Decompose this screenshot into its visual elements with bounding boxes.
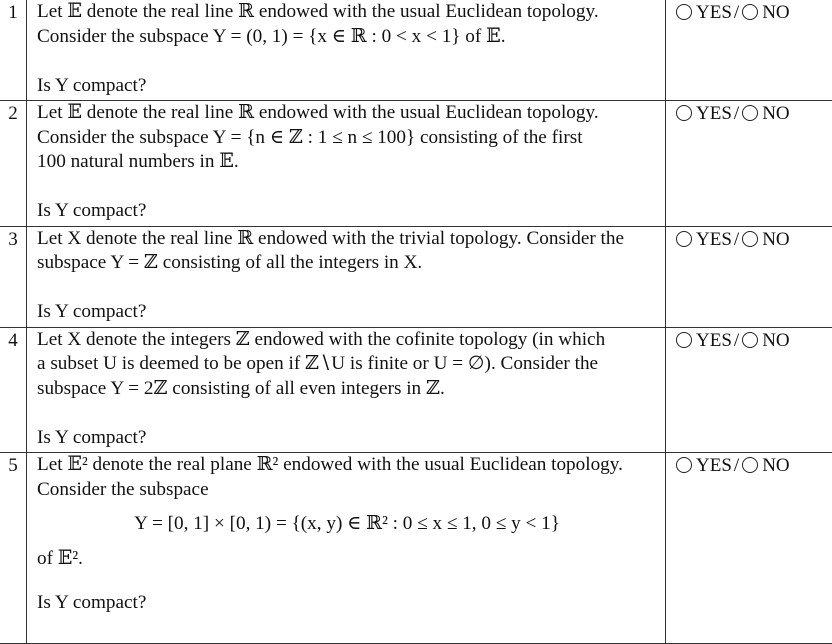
answer-separator: / <box>734 330 739 351</box>
question-line: subspace Y = 2ℤ consisting of all even integers in ℤ. <box>37 377 657 402</box>
yes-label: YES <box>696 2 732 23</box>
yes-label: YES <box>696 330 732 351</box>
answer-cell <box>666 226 832 327</box>
no-radio[interactable] <box>742 4 758 20</box>
question-line: 100 natural numbers in 𝔼. <box>37 150 657 175</box>
question-row <box>0 226 832 327</box>
question-line: Let 𝔼 denote the real line ℝ endowed with the usual Euclidean topology. <box>37 0 657 25</box>
answer-separator: / <box>734 229 739 250</box>
no-label: NO <box>762 103 789 124</box>
question-line: of 𝔼². <box>37 547 657 572</box>
yes-radio[interactable] <box>676 231 692 247</box>
yes-radio[interactable] <box>676 105 692 121</box>
yes-label: YES <box>696 103 732 124</box>
answer-separator: / <box>734 455 739 476</box>
question-prompt: Is Y compact? <box>37 591 657 616</box>
yes-label: YES <box>696 455 732 476</box>
question-text <box>27 453 666 644</box>
question-prompt: Is Y compact? <box>37 199 657 224</box>
question-prompt: Is Y compact? <box>37 300 657 325</box>
question-number: 3 <box>0 226 27 327</box>
no-label: NO <box>762 2 789 23</box>
question-number: 2 <box>0 101 27 227</box>
question-row <box>0 327 832 453</box>
question-text <box>27 226 666 327</box>
question-row <box>0 0 832 101</box>
yes-radio[interactable] <box>676 4 692 20</box>
yes-radio[interactable] <box>676 332 692 348</box>
answer-separator: / <box>734 103 739 124</box>
question-line: Let 𝔼² denote the real plane ℝ² endowed with the usual Euclidean topology. <box>37 453 657 478</box>
display-equation: Y = [0, 1] × [0, 1) = {(x, y) ∈ ℝ² : 0 ≤ x ≤ 1, 0 ≤ y < 1} <box>37 512 657 537</box>
question-line: Let X denote the real line ℝ endowed with the trivial topology. Consider the <box>37 227 657 252</box>
question-text <box>27 101 666 227</box>
no-label: NO <box>762 229 789 250</box>
question-number: 5 <box>0 453 27 644</box>
question-line: Consider the subspace Y = (0, 1) = {x ∈ ℝ : 0 < x < 1} of 𝔼. <box>37 25 657 50</box>
answer-cell <box>666 101 832 227</box>
no-radio[interactable] <box>742 105 758 121</box>
question-number: 1 <box>0 0 27 101</box>
no-label: NO <box>762 455 789 476</box>
no-label: NO <box>762 330 789 351</box>
question-line: a subset U is deemed to be open if ℤ∖U is finite or U = ∅). Consider the <box>37 352 657 377</box>
question-prompt: Is Y compact? <box>37 426 657 451</box>
no-radio[interactable] <box>742 231 758 247</box>
no-radio[interactable] <box>742 332 758 348</box>
answer-separator: / <box>734 2 739 23</box>
question-text <box>27 327 666 453</box>
question-line: Let 𝔼 denote the real line ℝ endowed with the usual Euclidean topology. <box>37 101 657 126</box>
question-prompt: Is Y compact? <box>37 74 657 99</box>
question-row <box>0 453 832 644</box>
question-line: subspace Y = ℤ consisting of all the integers in X. <box>37 251 657 276</box>
question-row <box>0 101 832 227</box>
question-text <box>27 0 666 101</box>
no-radio[interactable] <box>742 457 758 473</box>
answer-cell <box>666 0 832 101</box>
answer-cell <box>666 327 832 453</box>
question-line: Consider the subspace <box>37 478 657 503</box>
answer-cell <box>666 453 832 644</box>
yes-radio[interactable] <box>676 457 692 473</box>
question-number: 4 <box>0 327 27 453</box>
question-line: Let X denote the integers ℤ endowed with the cofinite topology (in which <box>37 328 657 353</box>
yes-label: YES <box>696 229 732 250</box>
question-line: Consider the subspace Y = {n ∈ ℤ : 1 ≤ n ≤ 100} consisting of the first <box>37 126 657 151</box>
